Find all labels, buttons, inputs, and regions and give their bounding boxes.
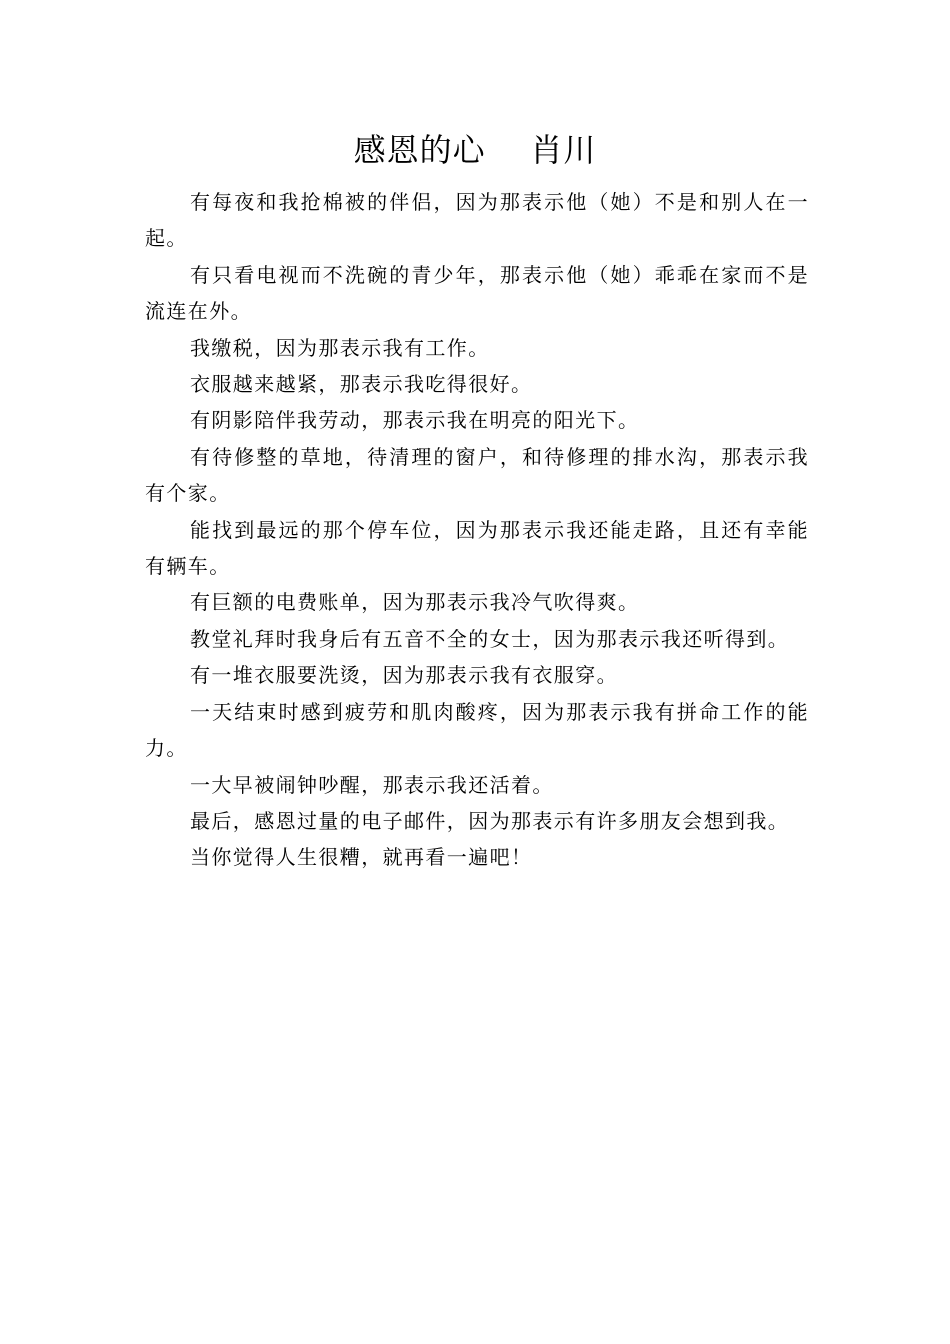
document-body xyxy=(145,184,809,876)
paragraph: 有待修整的草地，待清理的窗户，和待修理的排水沟，那表示我有个家。 xyxy=(145,444,809,506)
paragraph: 一天结束时感到疲劳和肌肉酸疼，因为那表示我有拼命工作的能力。 xyxy=(145,699,809,761)
paragraph: 当你觉得人生很糟，就再看一遍吧！ xyxy=(190,845,533,870)
paragraph: 一大早被闹钟吵醒，那表示我还活着。 xyxy=(190,772,554,797)
paragraph: 有一堆衣服要洗烫，因为那表示我有衣服穿。 xyxy=(190,663,618,688)
paragraph: 最后，感恩过量的电子邮件，因为那表示有许多朋友会想到我。 xyxy=(190,808,790,833)
paragraph: 能找到最远的那个停车位，因为那表示我还能走路，且还有幸能有辆车。 xyxy=(145,517,809,579)
paragraph: 有只看电视而不洗碗的青少年，那表示他（她）乖乖在家而不是流连在外。 xyxy=(145,262,809,324)
paragraph: 衣服越来越紧，那表示我吃得很好。 xyxy=(190,372,533,397)
paragraph: 有阴影陪伴我劳动，那表示我在明亮的阳光下。 xyxy=(190,408,640,433)
paragraph: 我缴税，因为那表示我有工作。 xyxy=(190,335,490,360)
paragraph: 有巨额的电费账单，因为那表示我冷气吹得爽。 xyxy=(190,590,640,615)
paragraph: 教堂礼拜时我身后有五音不全的女士，因为那表示我还听得到。 xyxy=(190,626,790,651)
document-title: 感恩的心 肖川 xyxy=(353,131,597,169)
paragraph: 有每夜和我抢棉被的伴侣，因为那表示他（她）不是和别人在一起。 xyxy=(145,190,809,251)
